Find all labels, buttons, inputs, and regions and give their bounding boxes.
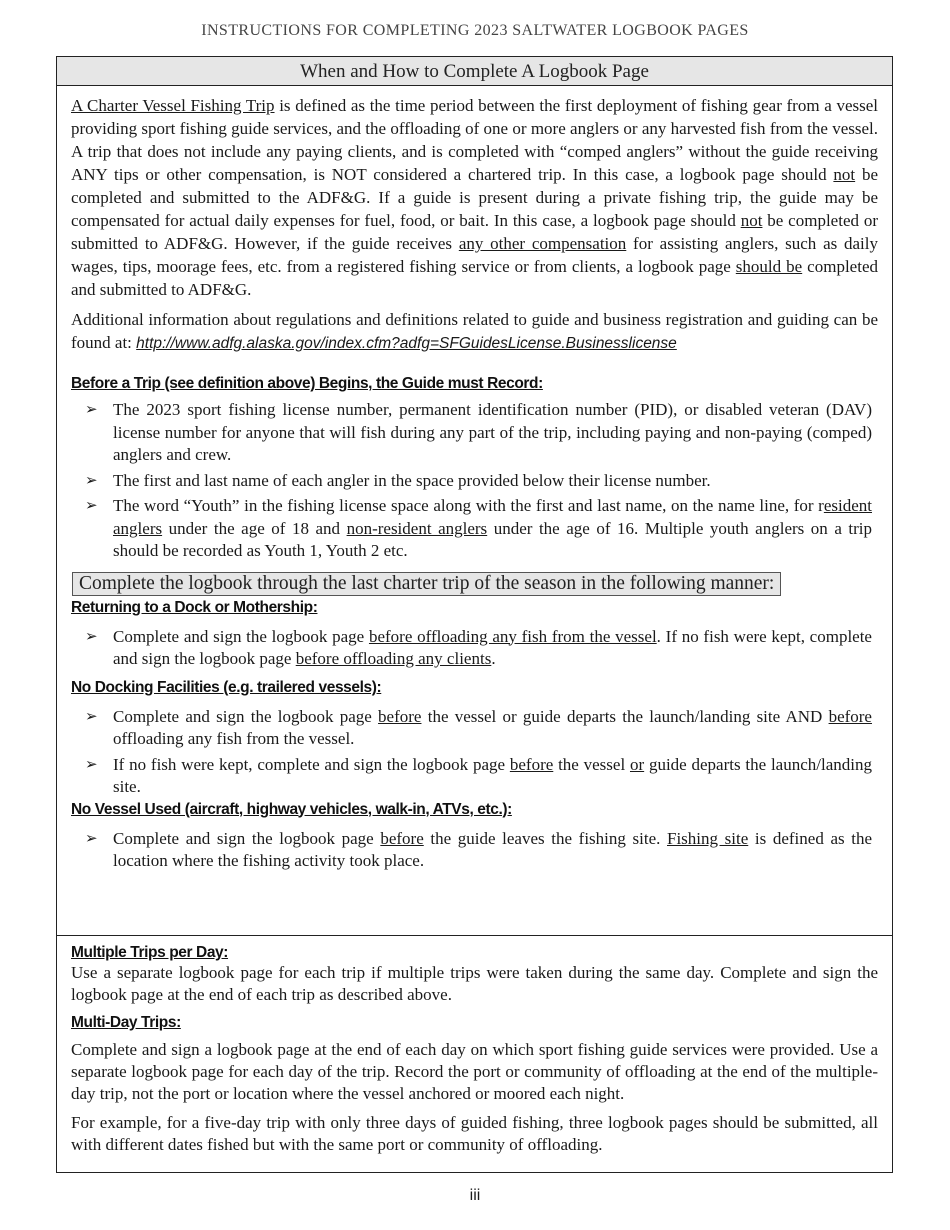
- arrow-bullet-icon: ➢: [85, 830, 98, 847]
- list-item: ➢ Complete and sign the logbook page before the vessel or guide departs the launch/landing site AND before offloading any fish from the vessel.: [85, 706, 872, 748]
- charter-trip-definition: A Charter Vessel Fishing Trip is defined as the time period between the first deployment of fishing gear from a vessel providing sport fishing guide services, and the offloading of one or more anglers or any harvested fish from the vessel. A trip that does not include any paying clients, and is completed with “comped anglers” without the guide receiving ANY tips or other compensation, is NOT considered a chartered trip. In this case, a logbook page should not be completed and submitted to the ADF&G. If a guide is present during a private fishing trip, the guide may be compensated for actual daily expenses for fuel, food, or bait. In this case, a logbook page should not be completed or submitted to ADF&G. However, if the guide receives any other compensation for assisting anglers, such as daily wages, tips, moorage fees, etc. from a registered fishing service or from clients, a logbook page should be completed and submitted to ADF&G.: [71, 96, 879, 299]
- multiple-trips-text: Use a separate logbook page for each trip if multiple trips were taken during the same day. Complete and sign the logbook page at the end of each trip as described above.: [71, 963, 878, 1004]
- adfg-license-link[interactable]: http://www.adfg.alaska.gov/index.cfm?adfg=SFGuidesLicense.Businesslicense: [136, 335, 677, 352]
- arrow-bullet-icon: ➢: [85, 472, 98, 489]
- arrow-bullet-icon: ➢: [85, 756, 98, 773]
- arrow-bullet-icon: ➢: [85, 628, 98, 645]
- list-item: ➢ The word “Youth” in the fishing license space along with the first and last name, on the name line, for resident anglers under the age of 18 and non-resident anglers under the age of 16. Multiple youth anglers on a trip should be recorded as Youth 1, Youth 2 etc.: [85, 496, 873, 560]
- before-trip-list: [71, 399, 878, 563]
- multi-day-example: For example, for a five-day trip with only three days of guided fishing, three logbook pages should be submitted, all with different dates fished but with the same port or community of offloading.: [71, 1113, 878, 1154]
- arrow-bullet-icon: ➢: [85, 402, 98, 418]
- dock-list: [71, 626, 878, 671]
- definition-term: A Charter Vessel Fishing Trip: [71, 96, 275, 115]
- no-docking-list: [71, 706, 878, 799]
- list-item: ➢ The 2023 sport fishing license number, permanent identification number (PID), or disabled veteran (DAV) license number for anyone that will fish during any part of the trip, including paying and non-paying (comped) anglers and crew.: [85, 400, 872, 464]
- additional-info: Additional information about regulations and definitions related to guide and business registration and guiding can be found at: http://www.adfg.alaska.gov/index.cfm?adfg=SFGuidesLicense.Businesslicense: [71, 310, 878, 352]
- before-trip-heading: Before a Trip (see definition above) Begins, the Guide must Record:: [71, 375, 543, 392]
- list-item: ➢ Complete and sign the logbook page before offloading any fish from the vessel. If no fish were kept, complete and sign the logbook page before offloading any clients.: [85, 626, 872, 668]
- section-title: When and How to Complete A Logbook Page: [57, 57, 892, 86]
- no-vessel-heading: No Vessel Used (aircraft, highway vehicles, walk-in, ATVs, etc.):: [71, 800, 512, 818]
- arrow-bullet-icon: ➢: [85, 498, 98, 514]
- page-number: iii: [469, 1187, 481, 1204]
- list-item: ➢ The first and last name of each angler in the space provided below their license number.: [71, 470, 878, 493]
- list-item: ➢ If no fish were kept, complete and sign the logbook page before the vessel or guide departs the launch/landing site.: [85, 754, 872, 796]
- multi-trip-box: [56, 935, 893, 1173]
- list-item: ➢ Complete and sign the logbook page before the guide leaves the fishing site. Fishing site is defined as the location where the fishing activity took place.: [85, 828, 872, 870]
- arrow-bullet-icon: ➢: [85, 708, 98, 725]
- multiple-trips-heading: Multiple Trips per Day:: [71, 944, 229, 961]
- page-header: INSTRUCTIONS FOR COMPLETING 2023 SALTWATER LOGBOOK PAGES: [201, 22, 749, 39]
- no-docking-heading: No Docking Facilities (e.g. trailered vessels):: [71, 678, 382, 696]
- complete-logbook-banner: Complete the logbook through the last charter trip of the season in the following manner:: [72, 572, 781, 596]
- no-vessel-list: [71, 828, 878, 873]
- main-instructions-box: [56, 56, 893, 936]
- multi-day-heading: Multi-Day Trips:: [71, 1014, 181, 1031]
- dock-heading: Returning to a Dock or Mothership:: [71, 598, 318, 616]
- multi-day-text: Complete and sign a logbook page at the end of each day on which sport fishing guide services were provided. Use a separate logbook page for each day of the trip. Record the port or community of offloading at the end of the multiple-day trip, not the port or location where the vessel anchored or moored each night.: [71, 1040, 878, 1103]
